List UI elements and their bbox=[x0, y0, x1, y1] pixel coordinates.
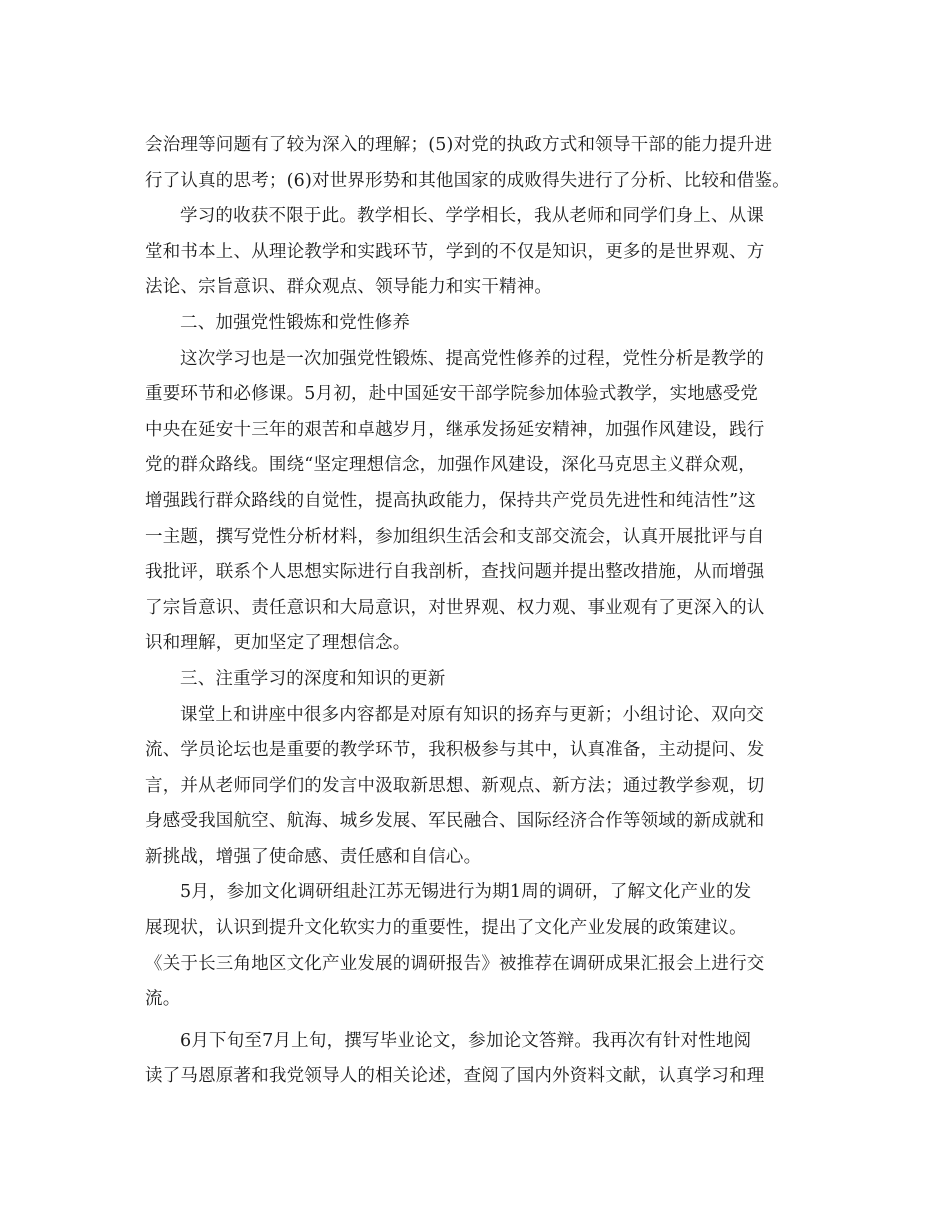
text-line: 行了认真的思考；(6)对世界形势和其他国家的成败得失进行了分析、比较和借鉴。 bbox=[145, 170, 790, 191]
text-line: 重要环节和必修课。5月初，赴中国延安干部学院参加体验式教学，实地感受党 bbox=[145, 384, 759, 405]
paragraph-start-line: 这次学习也是一次加强党性锻炼、提高党性修养的过程，党性分析是教学的 bbox=[180, 348, 765, 369]
text-line: 了宗旨意识、责任意识和大局意识，对世界观、权力观、事业观有了更深入的认 bbox=[145, 597, 765, 618]
section-heading-2: 二、加强党性锻炼和党性修养 bbox=[180, 312, 411, 333]
text-line: 中央在延安十三年的艰苦和卓越岁月，继承发扬延安精神，加强作风建设，践行 bbox=[145, 419, 765, 440]
text-line: 读了马恩原著和我党领导人的相关论述，查阅了国内外资料文献，认真学习和理 bbox=[145, 1066, 765, 1087]
text-line: 党的群众路线。围绕“坚定理想信念，加强作风建设，深化马克思主义群众观， bbox=[145, 455, 756, 476]
text-line: 我批评，联系个人思想实际进行自我剖析，查找问题并提出整改措施，从而增强 bbox=[145, 562, 765, 583]
text-line: 会治理等问题有了较为深入的理解；(5)对党的执政方式和领导干部的能力提升进 bbox=[145, 135, 773, 155]
text-line: 身感受我国航空、航海、城乡发展、军民融合、国际经济合作等领域的新成就和 bbox=[145, 811, 765, 832]
paragraph-start-line: 学习的收获不限于此。教学相长、学学相长，我从老师和同学们身上、从课 bbox=[180, 206, 765, 227]
document-body bbox=[145, 128, 810, 1095]
paragraph-start-line: 6月下旬至7月上旬，撰写毕业论文，参加论文答辩。我再次有针对性地阅 bbox=[180, 1030, 752, 1051]
text-line: 言，并从老师同学们的发言中汲取新思想、新观点、新方法；通过教学参观，切 bbox=[145, 775, 765, 796]
text-line: 流。 bbox=[145, 989, 181, 1010]
paragraph-start-line: 课堂上和讲座中很多内容都是对原有知识的扬弃与更新；小组讨论、双向交 bbox=[180, 704, 765, 725]
paragraph-start-line: 5月，参加文化调研组赴江苏无锡进行为期1周的调研，了解文化产业的发 bbox=[180, 882, 752, 903]
text-line: 增强践行群众路线的自觉性，提高执政能力，保持共产党员先进性和纯洁性”这 bbox=[145, 490, 756, 511]
text-line: 《关于长三角地区文化产业发展的调研报告》被推荐在调研成果汇报会上进行交 bbox=[145, 953, 765, 974]
text-line: 识和理解，更加坚定了理想信念。 bbox=[145, 633, 411, 654]
section-heading-3: 三、注重学习的深度和知识的更新 bbox=[180, 668, 446, 689]
text-line: 展现状，认识到提升文化软实力的重要性，提出了文化产业发展的政策建议。 bbox=[145, 918, 747, 939]
text-line: 新挑战，增强了使命感、责任感和自信心。 bbox=[145, 846, 482, 867]
text-line: 堂和书本上、从理论教学和实践环节，学到的不仅是知识，更多的是世界观、方 bbox=[145, 241, 765, 262]
text-line: 流、学员论坛也是重要的教学环节，我积极参与其中，认真准备，主动提问、发 bbox=[145, 740, 765, 761]
text-line: 法论、宗旨意识、群众观点、领导能力和实干精神。 bbox=[145, 277, 553, 298]
text-line: 一主题，撰写党性分析材料，参加组织生活会和支部交流会，认真开展批评与自 bbox=[145, 526, 765, 547]
